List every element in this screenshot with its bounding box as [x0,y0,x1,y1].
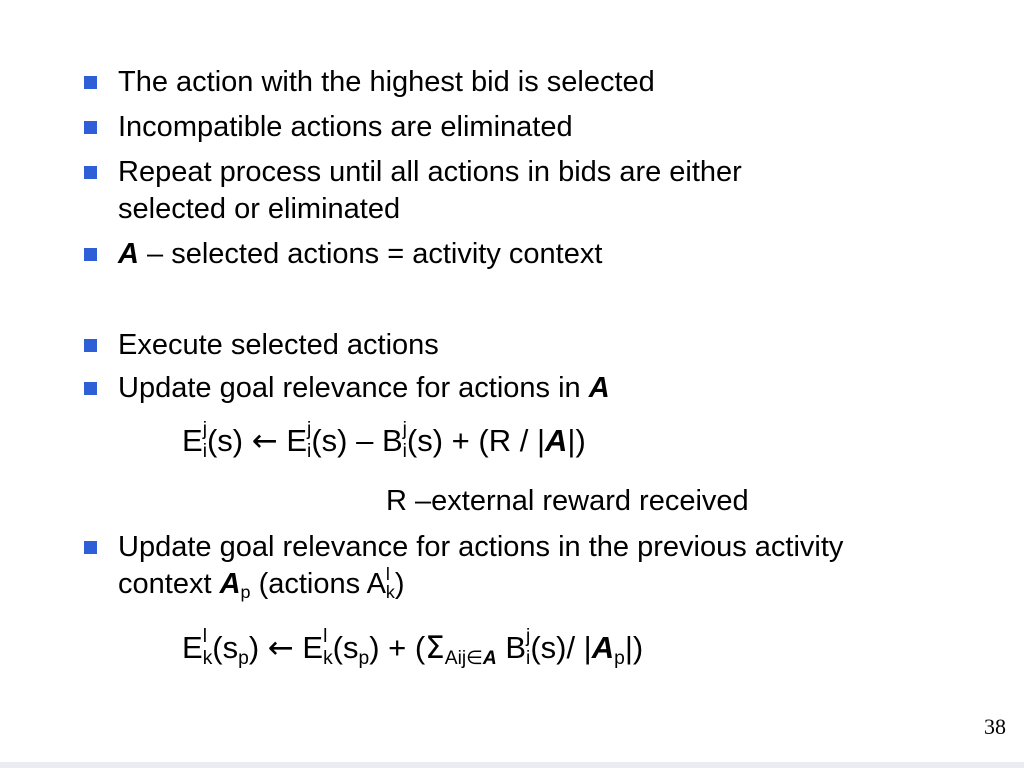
bullet-3-line1: Repeat process until all actions in bids are either [118,156,742,188]
activity-context-symbol: A [219,568,241,600]
bullet-7-line2: context $A_p$ (actions A l k) [118,564,405,603]
bullet-2: Incompatible actions are eliminated [118,111,573,143]
bullet-6-text: Update goal relevance for actions in [118,372,589,404]
bullet-square-icon [84,248,97,261]
bullet-square-icon [84,121,97,134]
bullet-1: The action with the highest bid is selected [118,66,655,98]
activity-context-symbol: A [588,372,610,404]
bullet-7-line1: Update goal relevance for actions in the previous activity [118,531,844,563]
arrow-left-icon: ← [267,630,294,666]
equation-goal-update: E j i(s) ← E j i(s) – B j i(s) + (R / |A|) [182,419,586,462]
footer-divider [0,762,1024,768]
page-number: 38 [984,714,1006,739]
bullet-3-line2: selected or eliminated [118,193,401,225]
bullet-square-icon [84,382,97,395]
bullet-5: Execute selected actions [118,329,439,361]
bullet-square-icon [84,339,97,352]
sigma-symbol: Σ [425,630,445,666]
bullet-6 [118,370,610,406]
bullet-square-icon [84,76,97,89]
reward-note: R –external reward received [386,485,749,517]
activity-context-symbol: A [118,238,139,270]
bullet-square-icon [84,166,97,179]
bullet-4 [118,236,602,272]
bullet-4-text: – selected actions = activity context [138,238,603,270]
arrow-left-icon: ← [251,423,278,459]
equation-previous-context-update: E l $k(s_p)$ ← E l $k(s_p) + (\Sigma_{Aij\in A}$ B j i(s)/ $|A_p|$) [182,626,644,669]
bullet-square-icon [84,541,97,554]
